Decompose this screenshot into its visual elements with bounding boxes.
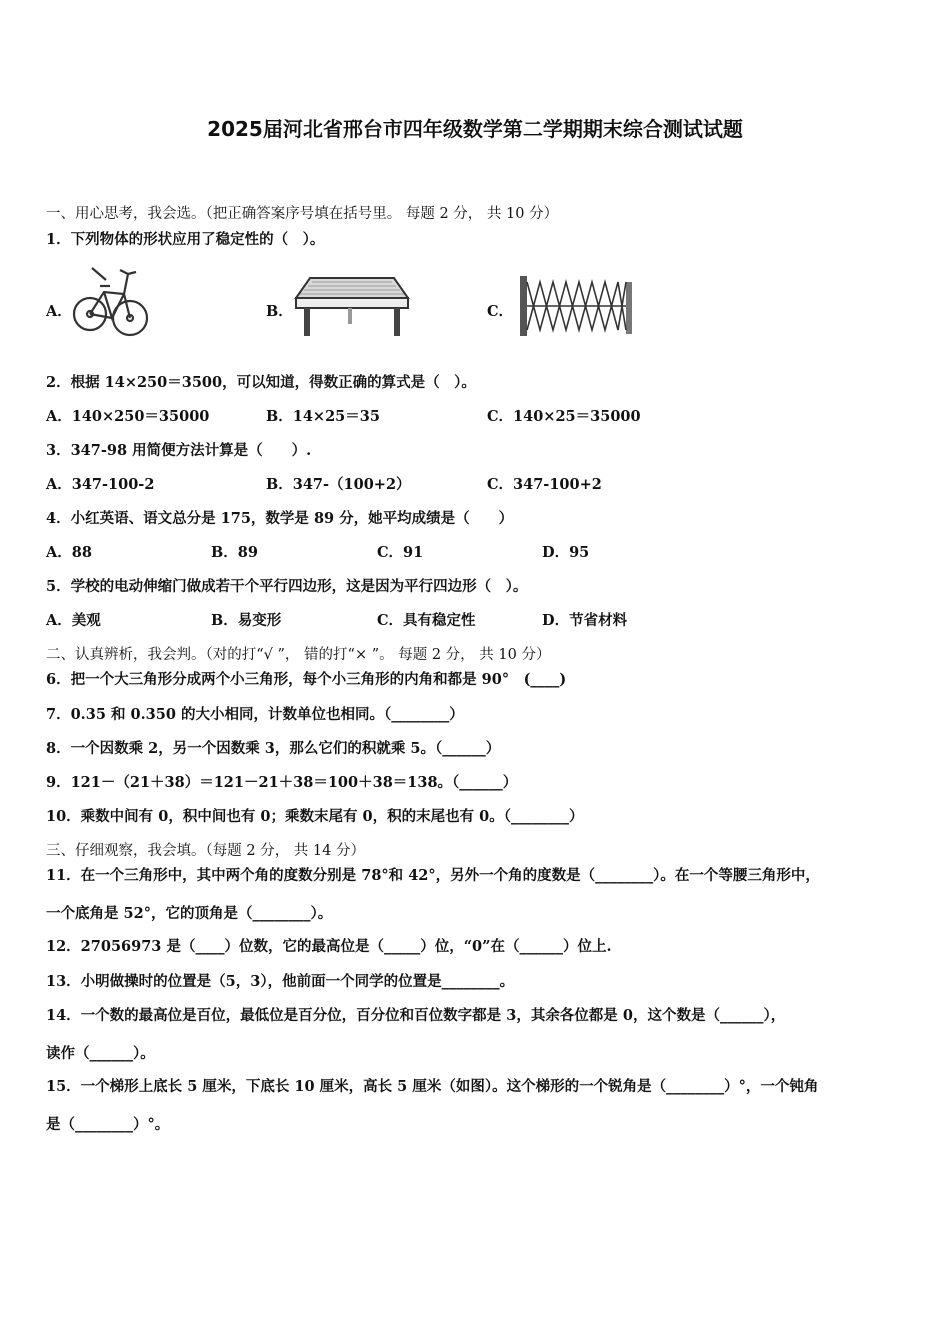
telescopic-gate-icon [518, 274, 636, 338]
question-3: 3．347-98 用简便方法计算是（ ）. [46, 442, 312, 459]
q5-option-a: A．美观 [46, 612, 101, 629]
question-12: 12．27056973 是（____）位数，它的最高位是（_____）位，“0”在（______）位上. [46, 938, 612, 955]
question-15-line-1: 15．一个梯形上底长 5 厘米，下底长 10 厘米，高长 5 厘米（如图）。这个梯形的一个锐角是（________）°，一个钝角 [46, 1078, 819, 1095]
question-9: 9．121－（21＋38）＝121－21＋38＝100＋38＝138。（______） [46, 774, 518, 791]
question-7: 7．0.35 和 0.350 的大小相同，计数单位也相同。（________） [46, 706, 464, 723]
question-6: 6．把一个大三角形分成两个小三角形，每个小三角形的内角和都是 90° (____) [46, 671, 567, 688]
question-13: 13．小明做操时的位置是（5，3），他前面一个同学的位置是________。 [46, 973, 515, 990]
q3-option-c: C．347-100+2 [487, 476, 602, 493]
q4-option-d: D．95 [542, 544, 590, 561]
table-icon [292, 274, 412, 340]
q5-option-b: B．易变形 [211, 612, 282, 629]
bicycle-icon [72, 262, 150, 340]
q3-option-a: A．347-100-2 [46, 476, 155, 493]
q1-option-a-label: A． [46, 303, 72, 320]
q3-option-b: B．347-（100+2） [266, 476, 411, 493]
question-11-line-2: 一个底角是 52°，它的顶角是（________）。 [46, 905, 333, 922]
q4-option-b: B．89 [211, 544, 258, 561]
section-2-heading: 二、认真辨析，我会判。（对的打“√ ”， 错的打“× ”。 每题 2 分， 共 10 分） [46, 647, 551, 663]
q1-option-b-label: B． [266, 303, 293, 320]
q2-option-b: B．14×25＝35 [266, 408, 380, 425]
q2-option-a: A．140×250＝35000 [46, 408, 210, 425]
q4-option-c: C．91 [377, 544, 424, 561]
question-10: 10．乘数中间有 0，积中间也有 0；乘数末尾有 0，积的末尾也有 0。（________） [46, 808, 584, 825]
question-14-line-1: 14．一个数的最高位是百位，最低位是百分位，百分位和百位数字都是 3，其余各位都是 0，这个数是（______）， [46, 1007, 786, 1024]
q5-option-d: D．节省材料 [542, 612, 628, 629]
section-3-heading: 三、仔细观察，我会填。（每题 2 分， 共 14 分） [46, 843, 365, 859]
q2-option-c: C．140×25＝35000 [487, 408, 641, 425]
question-1: 1．下列物体的形状应用了稳定性的（ ）。 [46, 231, 325, 248]
question-2: 2．根据 14×250＝3500，可以知道，得数正确的算式是（ ）。 [46, 374, 476, 391]
question-8: 8．一个因数乘 2，另一个因数乘 3，那么它们的积就乘 5。（______） [46, 740, 501, 757]
question-11-line-1: 11．在一个三角形中，其中两个角的度数分别是 78°和 42°，另外一个角的度数是（________）。在一个等腰三角形中， [46, 867, 820, 884]
question-5: 5．学校的电动伸缩门做成若干个平行四边形，这是因为平行四边形（ ）。 [46, 578, 528, 595]
section-1-heading: 一、用心思考，我会选。（把正确答案序号填在括号里。 每题 2 分， 共 10 分） [46, 206, 559, 222]
q4-option-a: A．88 [46, 544, 92, 561]
question-15-line-2: 是（________）°。 [46, 1116, 170, 1133]
page-title: 2025届河北省邢台市四年级数学第二学期期末综合测试试题 [207, 117, 743, 141]
q5-option-c: C．具有稳定性 [377, 612, 476, 629]
q1-option-c-label: C． [487, 303, 514, 320]
question-14-line-2: 读作（______）。 [46, 1045, 155, 1062]
question-4: 4．小红英语、语文总分是 175，数学是 89 分，她平均成绩是（ ） [46, 510, 514, 527]
